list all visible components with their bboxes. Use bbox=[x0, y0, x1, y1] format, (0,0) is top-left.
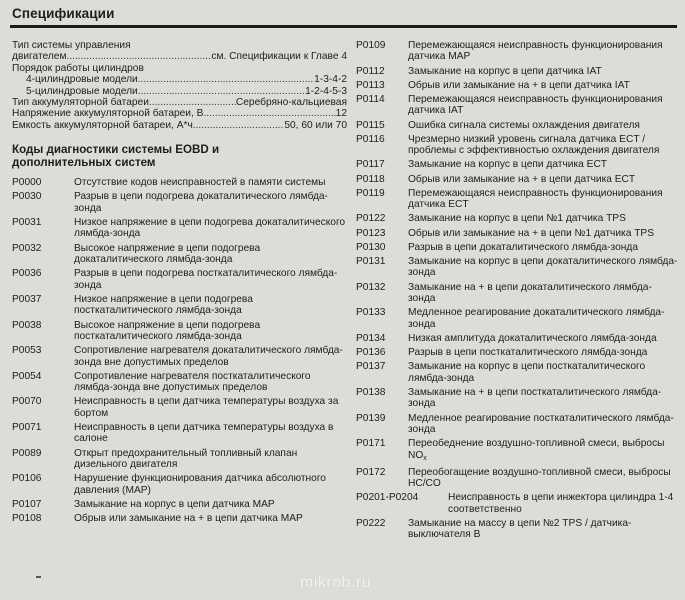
code-description bbox=[408, 282, 678, 305]
code-description-text: Переобеднение воздушно-топливной смеси, выбросы NO bbox=[408, 438, 665, 461]
code-id: P0116 bbox=[356, 133, 385, 145]
code-row bbox=[356, 242, 678, 253]
code-id: P0123 bbox=[356, 227, 386, 239]
code-description bbox=[74, 448, 347, 471]
code-id: P0172 bbox=[356, 466, 386, 478]
spec-row bbox=[12, 51, 347, 62]
code-description-text: Замыкание на корпус в цепи №1 датчика TPS bbox=[408, 213, 626, 225]
code-id: P0133 bbox=[356, 307, 386, 319]
dot-leader bbox=[66, 51, 211, 62]
code-id: P0137 bbox=[356, 361, 386, 373]
code-description-text: Обрыв или замыкание на + в цепи №1 датчика TPS bbox=[408, 227, 655, 239]
code-description-text: Замыкание на корпус в цепи датчика ECT bbox=[408, 159, 608, 171]
dot-leader bbox=[203, 108, 335, 119]
code-row bbox=[12, 345, 347, 368]
code-row bbox=[12, 243, 347, 266]
code-id: P0139 bbox=[356, 412, 386, 424]
code-description-text: Замыкание на + в цепи посткаталитического лямбда-зонда bbox=[408, 386, 662, 410]
code-description-text: Отсутствие кодов неисправностей в памяти системы bbox=[74, 177, 326, 189]
code-id: P0122 bbox=[356, 213, 386, 225]
code-row bbox=[356, 518, 678, 541]
spec-row bbox=[12, 86, 347, 97]
code-id: P0038 bbox=[12, 319, 42, 331]
code-id: P0032 bbox=[12, 242, 42, 254]
code-row bbox=[12, 422, 347, 445]
code-row bbox=[356, 40, 678, 63]
code-id: P0108 bbox=[12, 512, 42, 524]
code-id: P0171 bbox=[356, 438, 386, 450]
code-description-text: Обрыв или замыкание на + в цепи датчика IAT bbox=[408, 79, 630, 91]
code-id: P0054 bbox=[12, 370, 42, 382]
code-description-text: Разрыв в цепи подогрева посткаталитического лямбда-зонда bbox=[74, 268, 338, 291]
code-id: P0134 bbox=[356, 332, 386, 344]
code-row bbox=[356, 174, 678, 185]
spec-label: Емкость аккумуляторной батареи, А*ч bbox=[12, 119, 193, 131]
code-id: P0201-P0204 bbox=[356, 492, 419, 504]
code-description-text: Замыкание на корпус в цепи докаталитического лямбда-зонда bbox=[408, 256, 678, 279]
code-id: P0109 bbox=[356, 40, 386, 51]
codes-title-line1: Коды диагностики системы EOBD и bbox=[12, 143, 220, 157]
code-description-text: Перемежающаяся неисправность функционирования датчика IAT bbox=[408, 94, 663, 117]
code-description-text: Сопротивление нагревателя посткаталитического лямбда-зонда вне допустимых пределов bbox=[74, 370, 311, 394]
code-description-text: Низкое напряжение в цепи подогрева докаталитического лямбда-зонда bbox=[74, 217, 346, 240]
code-id: P0131 bbox=[356, 256, 386, 268]
spec-value: 1-2-4-5-3 bbox=[305, 85, 347, 97]
codes-section-title bbox=[12, 143, 347, 169]
code-description bbox=[408, 188, 678, 211]
code-row bbox=[12, 217, 347, 240]
dot-leader bbox=[138, 86, 305, 97]
code-id: P0106 bbox=[12, 473, 42, 485]
codes-list-left bbox=[12, 177, 347, 524]
code-id: P0037 bbox=[12, 293, 42, 305]
code-description-text: Неисправность в цепи датчика температуры воздуха в салоне bbox=[74, 421, 334, 445]
code-id: P0071 bbox=[12, 421, 42, 433]
page-heading: Спецификации bbox=[12, 6, 115, 21]
code-description bbox=[74, 177, 347, 188]
code-id: P0115 bbox=[356, 119, 385, 131]
code-description bbox=[74, 320, 347, 343]
code-row bbox=[356, 387, 678, 410]
spec-value: 12 bbox=[335, 108, 347, 120]
code-description-text: Разрыв в цепи докаталитического лямбда-зонда bbox=[408, 241, 638, 253]
code-row bbox=[356, 66, 678, 77]
spec-label: 5-цилиндровые модели bbox=[26, 85, 138, 97]
spec-value: см. Спецификации к Главе 4 bbox=[211, 51, 347, 63]
code-row bbox=[12, 499, 347, 510]
code-description bbox=[408, 333, 678, 344]
code-description bbox=[408, 120, 678, 131]
code-id: P0112 bbox=[356, 65, 385, 77]
code-id: P0030 bbox=[12, 191, 42, 203]
spec-row bbox=[12, 108, 347, 119]
watermark: mikrob.ru bbox=[300, 574, 372, 591]
page-mark bbox=[36, 576, 41, 578]
code-description bbox=[408, 213, 678, 224]
code-description bbox=[408, 134, 678, 157]
code-row bbox=[356, 361, 678, 384]
code-description-text: Замыкание на массу в цепи №2 TPS / датчика-выключателя B bbox=[408, 517, 632, 541]
spec-label: Напряжение аккумуляторной батареи, В bbox=[12, 108, 204, 120]
subscript: x bbox=[423, 454, 427, 462]
spec-row bbox=[12, 120, 347, 131]
code-description bbox=[74, 294, 347, 317]
right-column bbox=[356, 40, 678, 544]
code-description-text: Высокое напряжение в цепи подогрева посткаталитического лямбда-зонда bbox=[74, 319, 261, 342]
code-description-text: Переобогащение воздушно-топливной смеси, выбросы HC/CO bbox=[408, 466, 671, 490]
code-description-text: Замыкание на корпус в цепи датчика IAT bbox=[408, 65, 602, 77]
code-description bbox=[408, 228, 678, 239]
code-row bbox=[356, 282, 678, 305]
code-description bbox=[74, 499, 347, 510]
code-description-text: Ошибка сигнала системы охлаждения двигателя bbox=[408, 119, 640, 131]
code-description bbox=[74, 513, 347, 524]
code-row bbox=[356, 333, 678, 344]
code-description bbox=[408, 413, 678, 436]
code-row bbox=[12, 177, 347, 188]
code-description-text: Неисправность в цепи датчика температуры воздуха за бортом bbox=[74, 396, 339, 419]
code-row bbox=[356, 492, 678, 515]
code-description bbox=[408, 80, 678, 91]
code-description bbox=[448, 492, 678, 515]
code-description bbox=[74, 268, 347, 291]
code-row bbox=[12, 320, 347, 343]
code-description-text: Открыт предохранительный топливный клапан дизельного двигателя bbox=[74, 447, 298, 470]
code-description bbox=[408, 387, 678, 410]
code-id: P0138 bbox=[356, 386, 386, 398]
spec-label: 4-цилиндровые модели bbox=[26, 74, 138, 86]
code-description bbox=[408, 174, 678, 185]
spec-value: 1-3-4-2 bbox=[314, 74, 347, 86]
code-description bbox=[408, 66, 678, 77]
codes-title-line2: дополнительных систем bbox=[12, 156, 156, 170]
code-row bbox=[12, 513, 347, 524]
code-row bbox=[12, 448, 347, 471]
code-row bbox=[356, 307, 678, 330]
spec-line: Порядок работы цилиндров bbox=[12, 62, 144, 74]
code-description-text: Неисправность в цепи инжектора цилиндра 1-4 соответственно bbox=[448, 492, 674, 515]
code-id: P0130 bbox=[356, 241, 386, 253]
spec-row bbox=[12, 74, 347, 85]
code-description bbox=[408, 40, 678, 63]
code-id: P0114 bbox=[356, 94, 385, 106]
code-description bbox=[74, 473, 347, 496]
code-description bbox=[408, 256, 678, 279]
code-description-text: Нарушение функционирования датчика абсолютного давления (MAP) bbox=[74, 473, 326, 496]
code-row bbox=[356, 159, 678, 170]
code-row bbox=[356, 213, 678, 224]
code-id: P0031 bbox=[12, 217, 42, 229]
code-id: P0222 bbox=[356, 517, 386, 529]
code-id: P0000 bbox=[12, 177, 42, 189]
heading-rule bbox=[10, 25, 677, 28]
code-description bbox=[408, 518, 678, 541]
code-description-text: Сопротивление нагревателя докаталитического лямбда-зонда вне допустимых пределов bbox=[74, 345, 343, 368]
spec-row bbox=[12, 97, 347, 108]
code-row bbox=[356, 256, 678, 279]
code-description-text: Перемежающаяся неисправность функционирования датчика ECT bbox=[408, 187, 663, 211]
code-id: P0053 bbox=[12, 345, 42, 357]
dot-leader bbox=[138, 74, 314, 85]
code-row bbox=[356, 120, 678, 131]
code-description-text: Обрыв или замыкание на + в цепи датчика ECT bbox=[408, 173, 636, 185]
code-id: P0113 bbox=[356, 79, 385, 91]
code-description-text: Чрезмерно низкий уровень сигнала датчика ECT / проблемы с эффективностью охлаждения двигателя bbox=[408, 133, 660, 157]
code-row bbox=[12, 396, 347, 419]
specifications-list bbox=[12, 40, 347, 131]
code-description-text: Низкое напряжение в цепи подогрева посткаталитического лямбда-зонда bbox=[74, 293, 253, 317]
code-id: P0107 bbox=[12, 498, 42, 510]
spec-label: двигателем bbox=[12, 51, 67, 63]
code-id: P0136 bbox=[356, 347, 386, 359]
code-row bbox=[356, 413, 678, 436]
code-description bbox=[408, 242, 678, 253]
spec-value: 50, 60 или 70 bbox=[284, 119, 347, 131]
code-description-text: Замыкание на корпус в цепи посткаталитического лямбда-зонда bbox=[408, 361, 646, 384]
code-description bbox=[408, 159, 678, 170]
code-id: P0119 bbox=[356, 187, 385, 199]
code-row bbox=[356, 188, 678, 211]
code-id: P0118 bbox=[356, 173, 385, 185]
code-description-text: Разрыв в цепи подогрева докаталитического лямбда-зонда bbox=[74, 191, 328, 214]
code-row bbox=[12, 268, 347, 291]
code-description-text: Замыкание на корпус в цепи датчика MAP bbox=[74, 498, 275, 510]
code-row bbox=[356, 438, 678, 464]
code-description bbox=[74, 422, 347, 445]
code-description-text: Медленное реагирование докаталитического лямбда-зонда bbox=[408, 307, 665, 330]
code-description bbox=[408, 467, 678, 490]
code-description bbox=[408, 361, 678, 384]
spec-line: Тип системы управления bbox=[12, 40, 131, 51]
dot-leader bbox=[149, 97, 236, 108]
code-description bbox=[408, 307, 678, 330]
code-id: P0089 bbox=[12, 447, 42, 459]
code-description bbox=[74, 243, 347, 266]
left-column bbox=[12, 40, 347, 527]
code-row bbox=[356, 134, 678, 157]
spec-label: Тип аккумуляторной батареи bbox=[12, 97, 149, 109]
code-id: P0036 bbox=[12, 268, 42, 280]
code-description-text: Разрыв в цепи посткаталитического лямбда-зонда bbox=[408, 347, 648, 359]
code-row bbox=[356, 94, 678, 117]
spec-value: Серебряно-кальциевая bbox=[235, 97, 347, 109]
code-description bbox=[408, 347, 678, 358]
code-description bbox=[74, 345, 347, 368]
dot-leader bbox=[193, 120, 285, 131]
code-description-text: Обрыв или замыкание на + в цепи датчика MAP bbox=[74, 512, 303, 524]
code-description-text: Перемежающаяся неисправность функционирования датчика MAP bbox=[408, 40, 663, 63]
code-row bbox=[12, 191, 347, 214]
code-row bbox=[356, 80, 678, 91]
code-row bbox=[356, 228, 678, 239]
code-row bbox=[12, 473, 347, 496]
code-row bbox=[12, 294, 347, 317]
code-description bbox=[408, 94, 678, 117]
code-description-text: Медленное реагирование посткаталитического лямбда-зонда bbox=[408, 412, 674, 435]
code-row bbox=[356, 467, 678, 490]
code-description bbox=[74, 396, 347, 419]
code-id: P0117 bbox=[356, 159, 385, 171]
code-id: P0132 bbox=[356, 281, 386, 293]
code-description bbox=[74, 191, 347, 214]
code-description bbox=[408, 438, 678, 464]
code-description bbox=[74, 217, 347, 240]
code-id: P0070 bbox=[12, 396, 42, 408]
code-description bbox=[74, 371, 347, 394]
code-description-text: Замыкание на + в цепи докаталитического лямбда-зонда bbox=[408, 281, 652, 305]
code-description-text: Низкая амплитуда докаталитического лямбда-зонда bbox=[408, 332, 657, 344]
code-row bbox=[356, 347, 678, 358]
code-description-text: Высокое напряжение в цепи подогрева докаталитического лямбда-зонда bbox=[74, 242, 261, 266]
codes-list-right bbox=[356, 40, 678, 541]
code-row bbox=[12, 371, 347, 394]
